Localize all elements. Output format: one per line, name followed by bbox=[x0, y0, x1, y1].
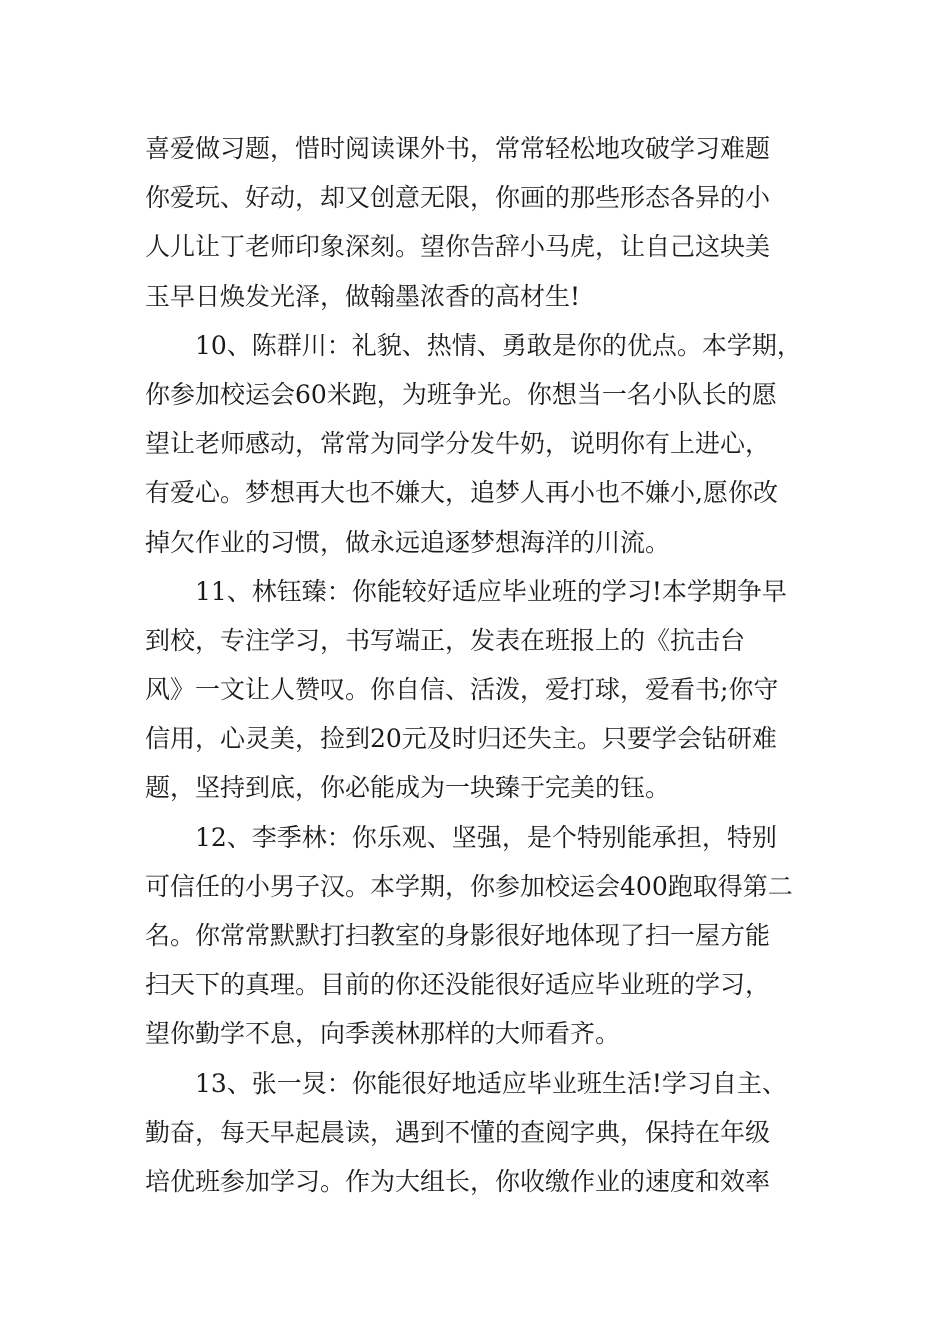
paragraph-start-line: 13、张一炅：你能很好地适应毕业班生活!学习自主、 bbox=[195, 1068, 787, 1098]
text-line: 你爱玩、好动，却又创意无限，你画的那些形态各异的小 bbox=[145, 183, 771, 213]
text-line: 扫天下的真理。目前的你还没能很好适应毕业班的学习， bbox=[145, 970, 771, 1000]
text-line: 信用，心灵美，捡到20元及时归还失主。只要学会钻研难 bbox=[145, 724, 777, 754]
text-line: 可信任的小男子汉。本学期，你参加校运会400跑取得第二 bbox=[145, 871, 793, 901]
text-line: 题，坚持到底，你必能成为一块臻于完美的钰。 bbox=[145, 773, 671, 803]
text-line: 到校，专注学习，书写端正，发表在班报上的《抗击台 bbox=[145, 625, 746, 655]
text-line: 名。你常常默默打扫教室的身影很好地体现了扫一屋方能 bbox=[145, 921, 771, 950]
text-line: 勤奋，每天早起晨读，遇到不懂的查阅字典，保持在年级 bbox=[145, 1117, 771, 1147]
paragraph-start-line: 11、林钰臻：你能较好适应毕业班的学习!本学期争早 bbox=[195, 576, 787, 606]
text-line: 喜爱做习题，惜时阅读课外书，常常轻松地攻破学习难题 bbox=[145, 134, 771, 163]
text-line: 培优班参加学习。作为大组长，你收缴作业的速度和效率 bbox=[145, 1166, 771, 1196]
text-line: 望你勤学不息，向季羡林那样的大师看齐。 bbox=[145, 1019, 621, 1049]
document-body bbox=[145, 124, 815, 1206]
paragraph-start-line: 10、陈群川：礼貌、热情、勇敢是你的优点。本学期， bbox=[195, 330, 802, 360]
text-line: 你参加校运会60米跑，为班争光。你想当一名小队长的愿 bbox=[145, 379, 777, 409]
text-line: 望让老师感动，常常为同学分发牛奶，说明你有上进心， bbox=[145, 429, 771, 459]
text-line: 掉欠作业的习惯，做永远追逐梦想海洋的川流。 bbox=[145, 527, 671, 557]
text-line: 人儿让丁老师印象深刻。望你告辞小马虎，让自己这块美 bbox=[145, 232, 771, 262]
text-line: 有爱心。梦想再大也不嫌大，追梦人再小也不嫌小,愿你改 bbox=[145, 478, 778, 508]
paragraph-start-line: 12、李季林：你乐观、坚强，是个特别能承担，特别 bbox=[195, 822, 777, 852]
text-line: 玉早日焕发光泽，做翰墨浓香的高材生! bbox=[145, 281, 581, 311]
text-line: 风》一文让人赞叹。你自信、活泼，爱打球，爱看书;你守 bbox=[145, 675, 779, 705]
